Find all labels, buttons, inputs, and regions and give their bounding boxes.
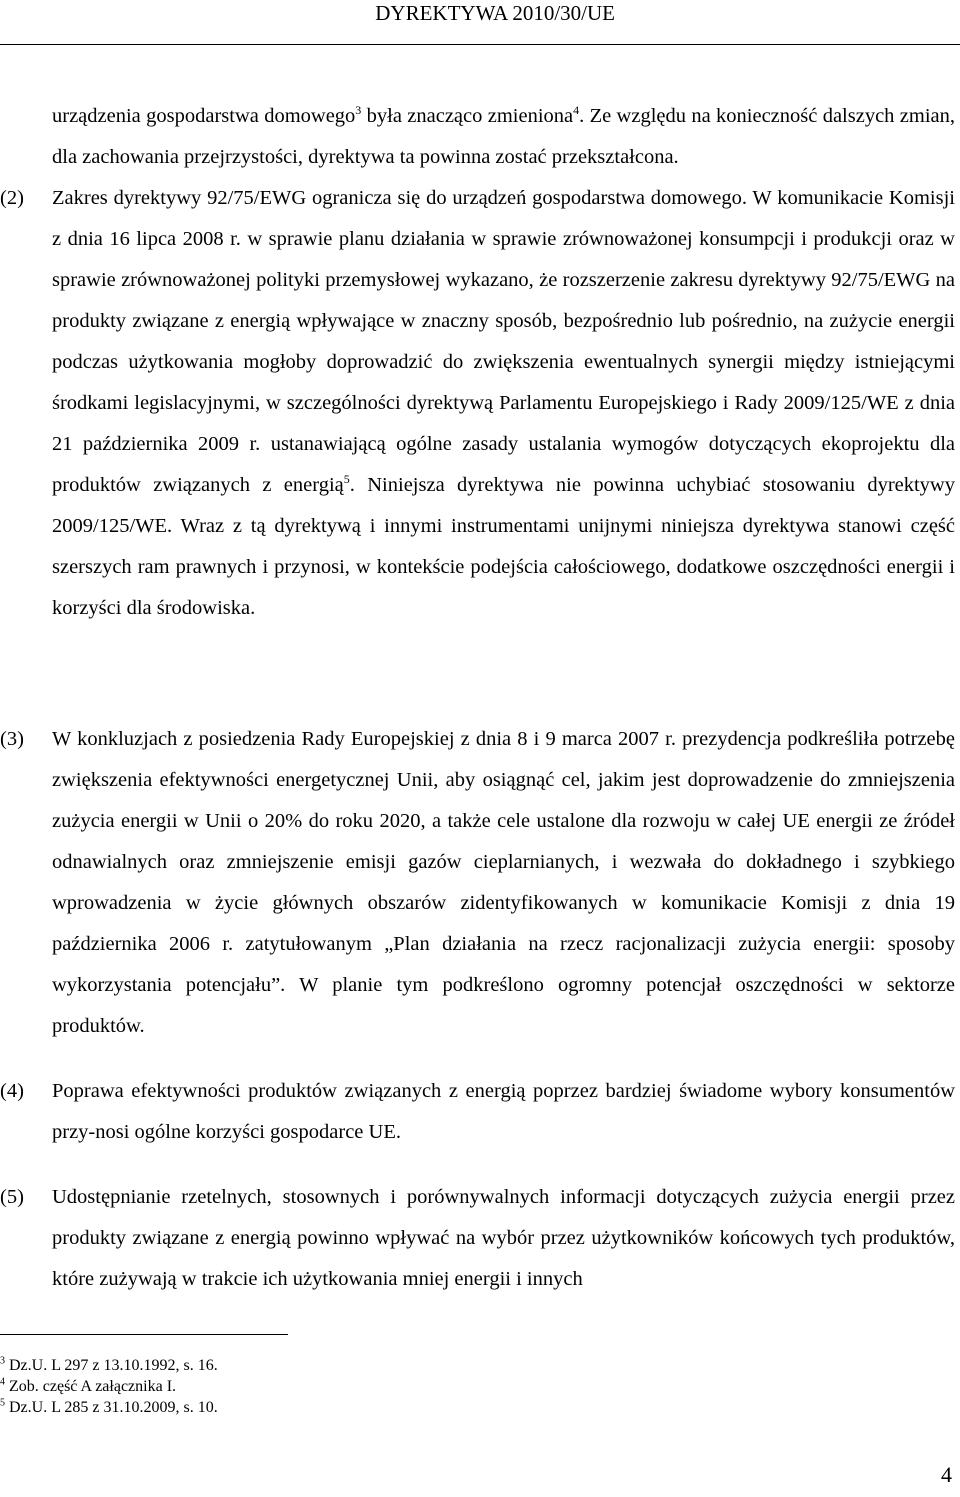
recital-number: (2) — [0, 187, 24, 209]
footnote-number: 4 — [0, 1376, 5, 1388]
footnote-text: Dz.U. L 297 z 13.10.1992, s. 16. — [5, 1357, 218, 1374]
footnote-ref-5[interactable]: 5 — [343, 472, 350, 487]
footnote-ref-3[interactable]: 3 — [355, 103, 362, 118]
footnote-number: 3 — [0, 1355, 5, 1367]
footnote-separator — [0, 1334, 288, 1335]
recital-4 — [0, 1071, 955, 1153]
intro-paragraph — [52, 96, 955, 178]
recital-2-text-a: Zakres dyrektywy 92/75/EWG ogranicza się do urządzeń gospodarstwa domowego. W komunikacie Komisji z dnia 16 lipca 2008 r. w sprawie planu działania w sprawie zrównoważonej konsumpcji i produkcji oraz w sprawie zrównoważonej polityki przemysłowej wykazano, że rozszerzenie zakresu dyrektywy 92/75/EWG na produkty związane z energią wpływające w znaczny sposób, bezpośrednio lub pośrednio, na zużycie energii podczas użytkowania mogłoby doprowadzić do zwiększenia ewentualnych synergii między istniejącymi środkami legislacyjnymi, w szczególności dyrektywą Parlamentu Europejskiego i Rady 2009/125/WE z dnia 21 października 2009 r. ustanawiającą ogólne zasady ustalania wymogów dotyczących ekoprojektu dla produktów związanych z energią — [52, 187, 955, 496]
page-number: 4 — [941, 1462, 952, 1487]
recital-number: (5) — [0, 1186, 24, 1208]
recital-text: Udostępnianie rzetelnych, stosownych i porównywalnych informacji dotyczących zużycia energii przez produkty związane z energią powinno wpływać na wybór przez użytkowników końcowych tych produktów, które zużywają w trakcie ich użytkowania mniej energii i innych — [52, 1186, 955, 1290]
intro-text-c: . Ze względu na konieczność dalszych zmian, dla zachowania przejrzystości, dyrektywa ta powinna zostać przekształcona. — [52, 105, 955, 168]
footnote-3 — [0, 1355, 218, 1376]
recital-5 — [0, 1177, 955, 1300]
recital-number: (3) — [0, 728, 24, 750]
header-rule — [0, 44, 960, 45]
recital-text: Poprawa efektywności produktów związanych z energią poprzez bardziej świadome wybory konsumentów przy-nosi ogólne korzyści gospodarce UE. — [52, 1080, 955, 1143]
intro-text-a: urządzenia gospodarstwa domowego — [52, 105, 356, 127]
footnote-ref-4[interactable]: 4 — [573, 103, 580, 118]
footnotes — [0, 1355, 218, 1418]
footnote-4 — [0, 1376, 218, 1397]
footnote-text: Dz.U. L 285 z 31.10.2009, s. 10. — [5, 1399, 218, 1416]
footnote-5 — [0, 1397, 218, 1418]
footnote-number: 5 — [0, 1397, 5, 1409]
running-header: DYREKTYWA 2010/30/UE — [375, 1, 615, 25]
recital-number: (4) — [0, 1080, 24, 1102]
intro-text-b: była znacząco zmieniona — [361, 105, 574, 127]
recital-2 — [0, 178, 955, 629]
recital-text: W konkluzjach z posiedzenia Rady Europejskiej z dnia 8 i 9 marca 2007 r. prezydencja podkreśliła potrzebę zwiększenia efektywności energetycznej Unii, aby osiągnąć cel, jakim jest doprowadzenie do zmniejszenia zużycia energii w Unii o 20% do roku 2020, a także cele ustalone dla rozwoju w całej UE energii ze źródeł odnawialnych oraz zmniejszenie emisji gazów cieplarnianych, i wezwała do dokładnego i szybkiego wprowadzenia w życie głównych obszarów zidentyfikowanych w komunikacie Komisji z dnia 19 października 2006 r. zatytułowanym „Plan działania na rzecz racjonalizacji zużycia energii: sposoby wykorzystania potencjału”. W planie tym podkreślono ogromny potencjał oszczędności w sektorze produktów. — [52, 728, 955, 1037]
recital-text — [52, 178, 955, 629]
recital-3 — [0, 719, 955, 1047]
footnote-text: Zob. część A załącznika I. — [5, 1378, 177, 1395]
recital-2-text-b: . Niniejsza dyrektywa nie powinna uchybiać stosowaniu dyrektywy 2009/125/WE. Wraz z tą dyrektywą i innymi instrumentami unijnymi niniejsza dyrektywa stanowi część szerszych ram prawnych i przynosi, w kontekście podejścia całościowego, dodatkowe oszczędności energii i korzyści dla środowiska. — [52, 474, 955, 619]
